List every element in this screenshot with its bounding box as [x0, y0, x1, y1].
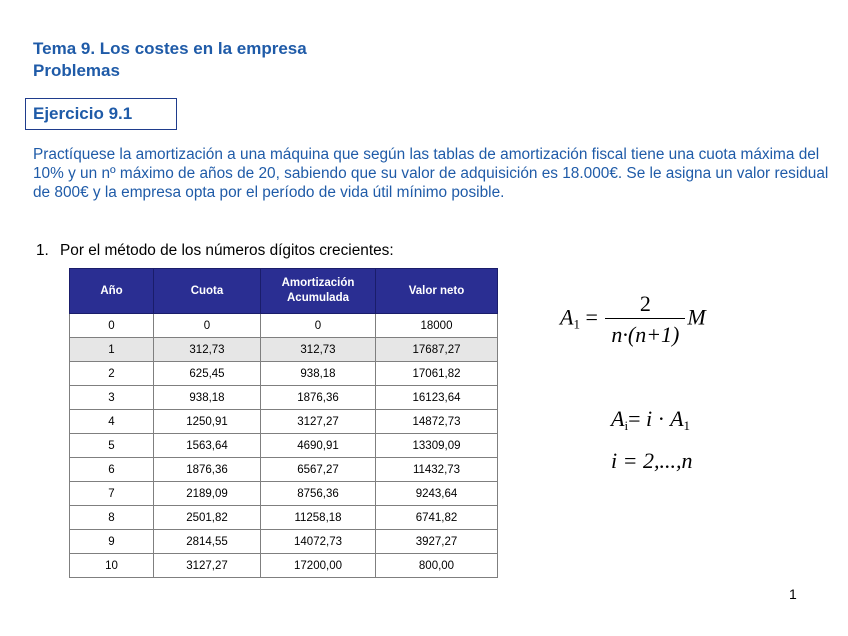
cell-cuota: 1876,36 — [154, 458, 261, 482]
cell-valor-neto: 3927,27 — [376, 530, 498, 554]
formula-ai-dot: · — [657, 406, 665, 431]
cell-amortizacion: 938,18 — [261, 362, 376, 386]
title-line-1: Tema 9. Los costes en la empresa — [33, 39, 307, 58]
cell-amortizacion: 6567,27 — [261, 458, 376, 482]
cell-cuota: 2501,82 — [154, 506, 261, 530]
cell-valor-neto: 17687,27 — [376, 338, 498, 362]
formula-ai — [611, 404, 690, 441]
formula-ai-lhs-sub: i — [624, 418, 629, 433]
table-row — [70, 482, 498, 506]
formula-ai-rhs: A — [670, 406, 684, 431]
cell-cuota: 0 — [154, 314, 261, 338]
table-header-row — [70, 269, 498, 314]
table-row — [70, 410, 498, 434]
formula-range: i = 2,...,n — [611, 448, 693, 473]
cell-valor-neto: 13309,09 — [376, 434, 498, 458]
table-row — [70, 314, 498, 338]
formula-ai-rhs-var: i — [646, 406, 653, 431]
cell-ano: 7 — [70, 482, 154, 506]
cell-amortizacion: 11258,18 — [261, 506, 376, 530]
cell-ano: 4 — [70, 410, 154, 434]
cell-ano: 1 — [70, 338, 154, 362]
list-item — [36, 241, 394, 260]
formula-a1-rhs: M — [687, 304, 706, 330]
cell-ano: 9 — [70, 530, 154, 554]
header-valor-neto: Valor neto — [376, 269, 498, 314]
problem-statement: Practíquese la amortización a una máquina que según las tablas de amortización fiscal tiene una cuota máxima del 10% y un nº máximo de años de 20, sabiendo que su valor de adquisición es 18.000€. Se le asigna un valor residual de 800€ y la empresa opta por el período de vida útil mínimo posible. — [33, 146, 829, 201]
exercise-label: Ejercicio 9.1 — [33, 104, 133, 123]
cell-valor-neto: 18000 — [376, 314, 498, 338]
cell-valor-neto: 9243,64 — [376, 482, 498, 506]
cell-amortizacion: 17200,00 — [261, 554, 376, 578]
cell-amortizacion: 14072,73 — [261, 530, 376, 554]
page-number: 1 — [789, 586, 797, 602]
cell-valor-neto: 16123,64 — [376, 386, 498, 410]
cell-ano: 3 — [70, 386, 154, 410]
cell-amortizacion: 4690,91 — [261, 434, 376, 458]
cell-amortizacion: 312,73 — [261, 338, 376, 362]
formula-a1-lhs-sub: 1 — [573, 316, 580, 332]
cell-valor-neto: 11432,73 — [376, 458, 498, 482]
cell-cuota: 2189,09 — [154, 482, 261, 506]
amortization-table — [69, 268, 498, 578]
cell-valor-neto: 14872,73 — [376, 410, 498, 434]
slide-title — [33, 38, 307, 82]
cell-ano: 6 — [70, 458, 154, 482]
cell-ano: 5 — [70, 434, 154, 458]
cell-cuota: 625,45 — [154, 362, 261, 386]
header-ano: Año — [70, 269, 154, 314]
exercise-label-box — [25, 98, 177, 130]
cell-amortizacion: 8756,36 — [261, 482, 376, 506]
cell-ano: 2 — [70, 362, 154, 386]
cell-valor-neto: 800,00 — [376, 554, 498, 578]
title-line-2: Problemas — [33, 61, 120, 80]
table-row — [70, 506, 498, 530]
formula-a1-eq: = — [585, 304, 598, 330]
table-row — [70, 434, 498, 458]
formula-a1 — [560, 290, 706, 349]
table-row — [70, 530, 498, 554]
formula-a1-lhs: A — [560, 304, 574, 330]
formula-a1-fraction — [605, 290, 685, 349]
cell-valor-neto: 17061,82 — [376, 362, 498, 386]
header-amortizacion-acumulada: Amortización Acumulada — [261, 269, 376, 314]
cell-cuota: 2814,55 — [154, 530, 261, 554]
header-cuota: Cuota — [154, 269, 261, 314]
formula-ai-rhs-sub: 1 — [683, 418, 691, 433]
cell-cuota: 3127,27 — [154, 554, 261, 578]
formula-a1-denominator: n·(n+1) — [605, 318, 685, 349]
cell-amortizacion: 3127,27 — [261, 410, 376, 434]
cell-cuota: 1563,64 — [154, 434, 261, 458]
table-row — [70, 458, 498, 482]
cell-cuota: 938,18 — [154, 386, 261, 410]
table-row — [70, 554, 498, 578]
cell-cuota: 312,73 — [154, 338, 261, 362]
cell-valor-neto: 6741,82 — [376, 506, 498, 530]
cell-ano: 10 — [70, 554, 154, 578]
table-row — [70, 338, 498, 362]
cell-ano: 0 — [70, 314, 154, 338]
formula-ai-lhs: A — [611, 406, 625, 431]
table-row — [70, 386, 498, 410]
table-row — [70, 362, 498, 386]
cell-amortizacion: 0 — [261, 314, 376, 338]
cell-ano: 8 — [70, 506, 154, 530]
cell-amortizacion: 1876,36 — [261, 386, 376, 410]
list-item-number: 1. — [36, 242, 49, 259]
formula-a1-numerator: 2 — [639, 291, 651, 316]
formula-ai-eq: = — [628, 406, 641, 431]
list-item-text: Por el método de los números dígitos crecientes: — [60, 242, 394, 259]
cell-cuota: 1250,91 — [154, 410, 261, 434]
